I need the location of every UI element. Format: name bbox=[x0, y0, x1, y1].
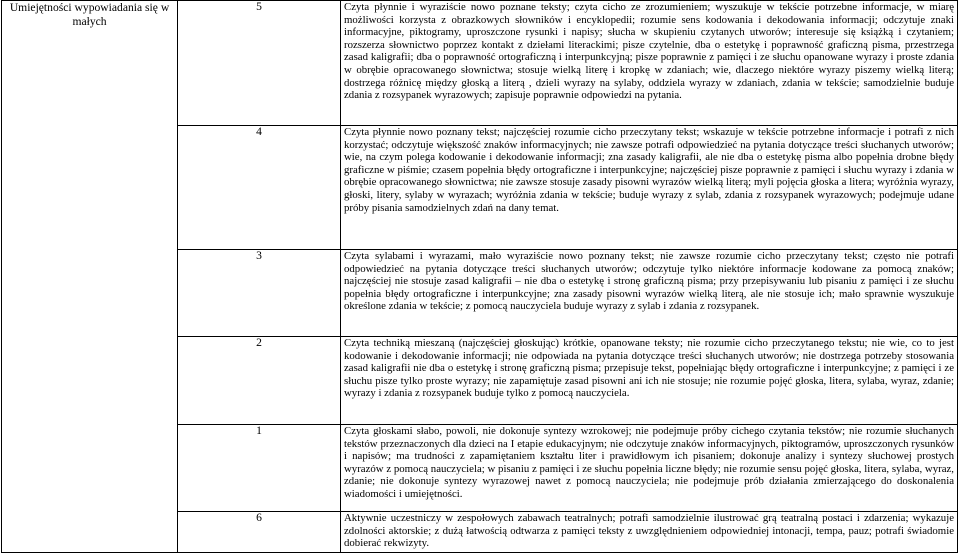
grading-criteria-table bbox=[1, 0, 958, 553]
description-text: Czyta sylabami i wyrazami, mało wyraziście nowo poznany tekst; nie zawsze rozumie cicho przeczytany tekst; często nie potrafi odpowiedzieć na pytania dotyczące treści słuchanych utworów; odczytuje tylko niektóre informacje kodowane za pomocą znaków; najczęściej nie stosuje zasad kaligrafii – nie dba o estetykę i stronę graficzną pisma; przy przepisywaniu lub pisaniu z pamięci i ze słuchu popełnia błędy ortograficzne i interpunkcyjne; zna zasady pisowni wyrazów wielką literą, ale nie stosuje ich; mało sprawnie wyszukuje określone zdania w tekście; z pomocą nauczyciela buduje wyrazy z sylab i zdania z rozsypanek. bbox=[344, 250, 954, 313]
grade-cell bbox=[178, 250, 341, 337]
description-text: Aktywnie uczestniczy w zespołowych zabawach teatralnych; potrafi samodzielnie ilustrować grą teatralną postaci i zdarzenia; wykazuje zdolności aktorskie; z dużą łatwością odtwarza z pamięci teksty z uwzględnieniem odpowiedniej intonacji, tempa, pauz; potrafi świadomie dobierać rekwizyty. bbox=[344, 512, 954, 550]
description-cell bbox=[341, 425, 958, 512]
grade-value: 5 bbox=[256, 0, 262, 13]
grade-cell bbox=[178, 512, 341, 553]
grade-cell bbox=[178, 337, 341, 425]
table-row bbox=[2, 1, 958, 126]
grade-value: 3 bbox=[256, 249, 262, 262]
category-label: Umiejętności wypowiadania się w małych bbox=[9, 1, 170, 28]
grade-cell bbox=[178, 1, 341, 126]
description-cell bbox=[341, 126, 958, 250]
description-text: Czyta płynnie nowo poznany tekst; najczęściej rozumie cicho przeczytany tekst; wskazuje w tekście potrzebne informacje i potrafi z nich korzystać; odczytuje większość znaków informacyjnych; nie zawsze potrafi odpowiedzieć na pytania dotyczące treści słuchanych utworów; wie, na czym polega kodowanie i dekodowanie informacji; zna zasady kaligrafii, ale nie dba o estetykę pisma albo popełnia drobne błędy graficzne w piśmie; czasem popełnia błędy ortograficzne i interpunkcyjne; najczęściej pisze poprawnie z pamięci i słuchu wyrazy i zdania w obrębie opracowanego słownictwa; nie zawsze stosuje zasady pisowni wyrazów wielką literą; myli pojęcia głoska a litera; wyróżnia wyrazy, głoski, litery, sylaby w wyrazach; wyróżnia zdania w tekście; buduje wyrazy z sylab, zdania z rozsypanek wyrazowych; podejmuje udane próby pisania samodzielnych zdań na dany temat. bbox=[344, 126, 954, 214]
grade-value: 1 bbox=[256, 424, 262, 437]
description-cell bbox=[341, 250, 958, 337]
grade-value: 6 bbox=[256, 511, 262, 524]
description-text: Czyta płynnie i wyraziście nowo poznane teksty; czyta cicho ze zrozumieniem; wyszukuje w tekście potrzebne informacje, w miarę możliwości korzysta z obrazkowych słowników i encyklopedii; rozumie sens kodowania i dekodowania informacji; odczytuje znaki informacyjne, piktogramy, uproszczone rysunki i napisy; słucha w skupieniu czytanych utworów; interesuje się książką i czytaniem; rozszerza słownictwo poprzez kontakt z dziełami literackimi; pisze czytelnie, dba o estetykę i poprawność graficzną pisma, przestrzega zasad kaligrafii; dba o poprawność ortograficzną i interpunkcyjną; pisze poprawnie z pamięci i ze słuchu opanowane wyrazy i proste zdania w obrębie opracowanego słownictwa; stosuje wielką literę i kropkę w zdaniach; wie, dlaczego niektóre wyrazy piszemy wielką literą; dostrzega różnicę między głoską a literą , dzieli wyrazy na sylaby, oddziela wyrazy w zdaniach, zdania w tekście; samodzielnie buduje zdania z rozsypanek wyrazowych; zapisuje poprawnie odpowiedzi na pytania. bbox=[344, 1, 954, 102]
description-cell bbox=[341, 337, 958, 425]
description-cell bbox=[341, 1, 958, 126]
grade-value: 4 bbox=[256, 125, 262, 138]
grade-value: 2 bbox=[256, 336, 262, 349]
category-cell bbox=[2, 1, 178, 553]
description-text: Czyta głoskami słabo, powoli, nie dokonuje syntezy wzrokowej; nie podejmuje próby cichego czytania tekstów; nie rozumie słuchanych tekstów przeznaczonych dla dzieci na I etapie edukacyjnym; nie odczytuje znaków informacyjnych, piktogramów, uproszczonych rysunków i napisów; ma trudności z zapamiętaniem kształtu liter i prawidłowym ich pisaniem; dokonuje analizy i syntezy słuchowej prostych wyrazów z pomocą nauczyciela; w pisaniu z pamięci i ze słuchu popełnia liczne błędy; nie rozumie sensu pojęć głoska, litera, sylaba, wyraz, zdanie; nie dokonuje syntezy wyrazowej nawet z pomocą nauczyciela; nie podejmuje prób działania zmierzającego do doskonalenia wiadomości i umiejętności. bbox=[344, 425, 954, 500]
grade-cell bbox=[178, 126, 341, 250]
description-cell bbox=[341, 512, 958, 553]
description-text: Czyta techniką mieszaną (najczęściej głoskując) krótkie, opanowane teksty; nie rozumie cicho przeczytanego tekstu; nie wie, co to jest kodowanie i dekodowanie informacji; nie odpowiada na pytania dotyczące treści słuchanych utworów; nie dostrzega potrzeby stosowania zasad kaligrafii nie dba o estetykę i stronę graficzną pisma; przepisuje tekst, popełniając błędy ortograficzne i interpunkcyjne; z pamięci i ze słuchu pisze tylko proste wyrazy; nie zapamiętuje zasad pisowni ani ich nie stosuje; nie rozumie pojęć głoska, litera, sylaba, wyraz, zdanie; wyrazy i zdania z rozsypanek buduje tylko z pomocą nauczyciela. bbox=[344, 337, 954, 400]
grade-cell bbox=[178, 425, 341, 512]
